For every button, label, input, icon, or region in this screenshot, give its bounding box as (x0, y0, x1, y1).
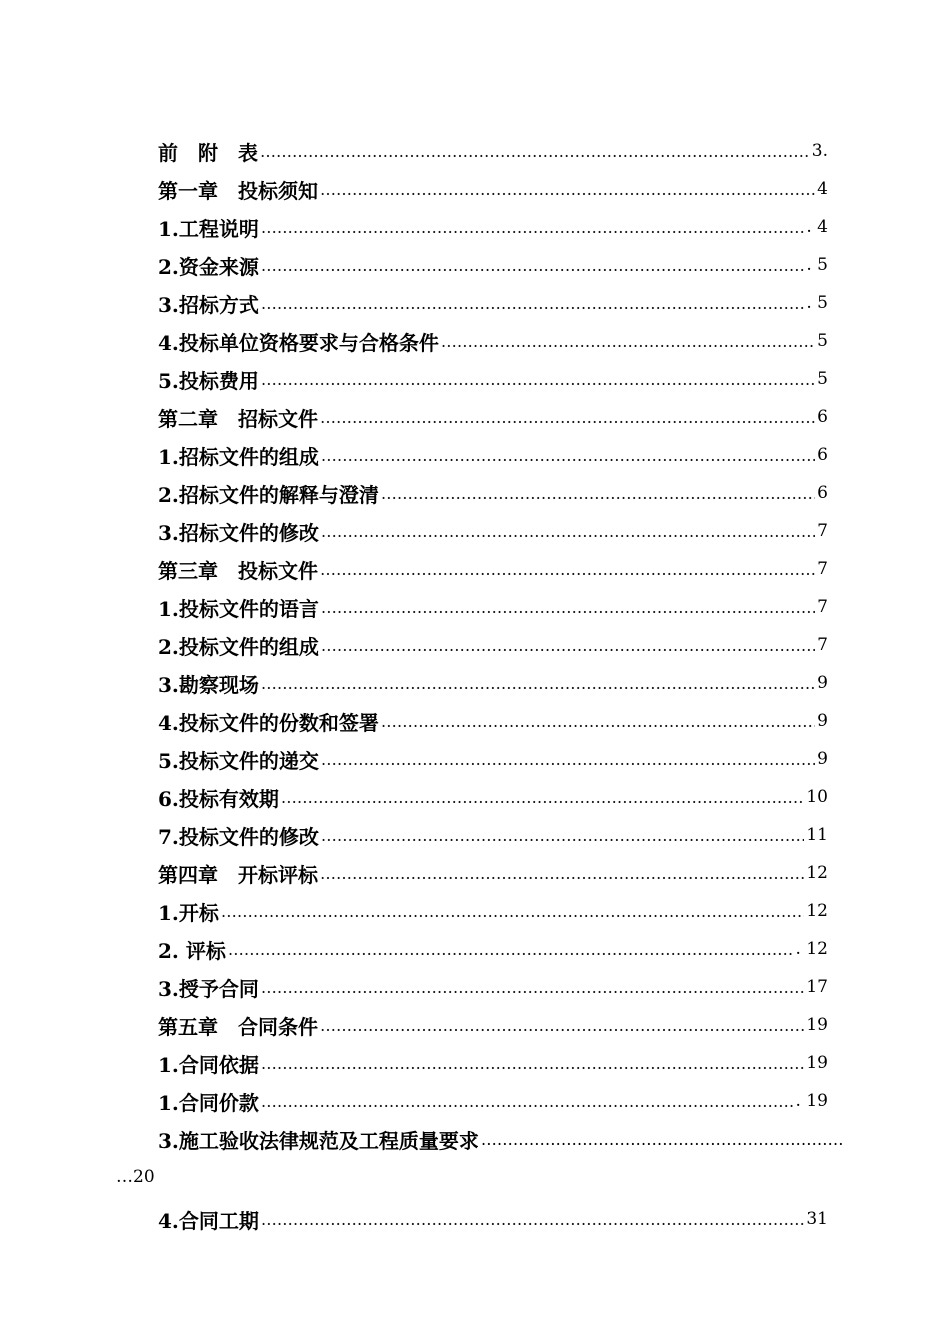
toc-entry-page: 12 (806, 901, 828, 921)
toc-entry[interactable] (158, 702, 828, 740)
toc-entry-page: 4 (817, 179, 828, 199)
toc-entry-wrapped[interactable] (158, 1120, 842, 1158)
toc-entry-page: . 5 (806, 255, 828, 275)
toc-entry-title: 第五章 合同条件 (158, 1014, 318, 1039)
toc-leader-dots (321, 636, 815, 655)
toc-entry-page: 7 (817, 559, 828, 579)
toc-entry[interactable] (158, 1006, 828, 1044)
toc-entry-page: . 4 (806, 217, 828, 237)
toc-entry-page: 7 (817, 597, 828, 617)
toc-entry-title: 5.投标文件的递交 (158, 748, 319, 773)
toc-entry[interactable] (158, 778, 828, 816)
toc-leader-dots (261, 370, 815, 389)
toc-leader-dots (261, 218, 804, 237)
toc-entry-title: 3.招标文件的修改 (158, 520, 319, 545)
toc-entry-title: 4.合同工期 (158, 1208, 259, 1233)
toc-leader-dots (481, 1130, 842, 1149)
toc-entry-page: 6 (817, 445, 828, 465)
toc-entry-title: 2.资金来源 (158, 254, 259, 279)
toc-entry[interactable] (158, 892, 828, 930)
toc-entry[interactable] (158, 208, 828, 246)
toc-entry-title: 3.施工验收法律规范及工程质量要求 (158, 1128, 479, 1153)
toc-leader-dots (261, 674, 815, 693)
toc-entry-title: 2.投标文件的组成 (158, 634, 319, 659)
toc-entry-title: 3.招标方式 (158, 292, 259, 317)
toc-leader-dots (321, 522, 815, 541)
toc-leader-dots (321, 598, 815, 617)
toc-entry-title: 4.投标单位资格要求与合格条件 (158, 330, 439, 355)
toc-entry-page: 12 (806, 863, 828, 883)
toc-entry-title: 第二章 招标文件 (158, 406, 318, 431)
toc-entry-title: 5.投标费用 (158, 368, 259, 393)
toc-entry-page: 31 (806, 1209, 828, 1229)
toc-entry[interactable] (158, 930, 828, 968)
toc-entry-title: 前 附 表 (158, 140, 258, 165)
toc-entry[interactable] (158, 588, 828, 626)
toc-entry-page: 6 (817, 407, 828, 427)
toc-entry-title: 第一章 投标须知 (158, 178, 318, 203)
toc-entry-title: 1.合同价款 (158, 1090, 259, 1115)
toc-entry-page: 5 (817, 369, 828, 389)
toc-entry[interactable] (158, 854, 828, 892)
toc-entry[interactable] (158, 322, 828, 360)
toc-entry-page: 5 (817, 331, 828, 351)
toc-leader-dots (321, 826, 804, 845)
toc-entry-page: 19 (806, 1015, 828, 1035)
toc-leader-dots (320, 408, 815, 427)
toc-entry-page: 9 (817, 749, 828, 769)
toc-leader-dots (261, 1092, 794, 1111)
toc-entry-page: …20 (116, 1167, 155, 1187)
toc-entry[interactable] (158, 1200, 828, 1238)
toc-leader-dots (260, 142, 810, 161)
toc-leader-dots (320, 180, 815, 199)
toc-entry-title: 7.投标文件的修改 (158, 824, 319, 849)
toc-entry[interactable] (158, 170, 828, 208)
toc-entry-page: . 19 (795, 1091, 828, 1111)
toc-entry-page: 3. (811, 141, 828, 161)
toc-entry-title: 4.投标文件的份数和签署 (158, 710, 379, 735)
toc-entry-wrapped-continuation (116, 1158, 155, 1196)
toc-leader-dots (381, 484, 815, 503)
toc-entry-title: 第四章 开标评标 (158, 862, 318, 887)
toc-entry[interactable] (158, 132, 828, 170)
toc-entry[interactable] (158, 968, 828, 1006)
toc-leader-dots (221, 902, 804, 921)
toc-entry-title: 第三章 投标文件 (158, 558, 318, 583)
toc-leader-dots (261, 256, 804, 275)
toc-entry-page: 9 (817, 711, 828, 731)
toc-entry[interactable] (158, 474, 828, 512)
toc-leader-dots (320, 1016, 804, 1035)
toc-leader-dots (281, 788, 804, 807)
toc-entry-page: 11 (806, 825, 828, 845)
toc-entry[interactable] (158, 816, 828, 854)
toc-leader-dots (261, 294, 804, 313)
toc-entry-page: 19 (806, 1053, 828, 1073)
toc-entry-page: . 5 (806, 293, 828, 313)
toc-entry[interactable] (158, 550, 828, 588)
toc-entry-page: 10 (806, 787, 828, 807)
toc-leader-dots (381, 712, 815, 731)
toc-entry-title: 6.投标有效期 (158, 786, 279, 811)
toc-leader-dots (320, 864, 804, 883)
toc-entry-title: 1.合同依据 (158, 1052, 259, 1077)
toc-leader-dots (321, 750, 815, 769)
toc-leader-dots (261, 1054, 804, 1073)
toc-entry-title: 1.投标文件的语言 (158, 596, 319, 621)
toc-entry-page: 7 (817, 521, 828, 541)
toc-entry-title: 2.招标文件的解释与澄清 (158, 482, 379, 507)
toc-entry[interactable] (158, 512, 828, 550)
toc-leader-dots (441, 332, 815, 351)
toc-entry-page: . 12 (795, 939, 828, 959)
toc-leader-dots (320, 560, 815, 579)
toc-entry[interactable] (158, 398, 828, 436)
toc-leader-dots (261, 1210, 804, 1229)
toc-entry[interactable] (158, 626, 828, 664)
toc-entry[interactable] (158, 664, 828, 702)
toc-entry[interactable] (158, 740, 828, 778)
toc-entry[interactable] (158, 436, 828, 474)
toc-entry-page: 9 (817, 673, 828, 693)
toc-leader-dots (321, 446, 815, 465)
toc-entry[interactable] (158, 360, 828, 398)
toc-entry-page: 6 (817, 483, 828, 503)
toc-entry-page: 17 (806, 977, 828, 997)
toc-entry-page: 7 (817, 635, 828, 655)
toc-entry[interactable] (158, 1082, 828, 1120)
toc-entry[interactable] (158, 284, 828, 322)
toc-entry-title: 3.授予合同 (158, 976, 259, 1001)
toc-leader-dots (261, 978, 804, 997)
toc-entry-title: 2. 评标 (158, 938, 226, 963)
toc-entry[interactable] (158, 1044, 828, 1082)
toc-entry-title: 3.勘察现场 (158, 672, 259, 697)
toc-entry-title: 1.工程说明 (158, 216, 259, 241)
toc-entry-title: 1.招标文件的组成 (158, 444, 319, 469)
toc-leader-dots (228, 940, 794, 959)
toc-entry-title: 1.开标 (158, 900, 219, 925)
toc-entry[interactable] (158, 246, 828, 284)
